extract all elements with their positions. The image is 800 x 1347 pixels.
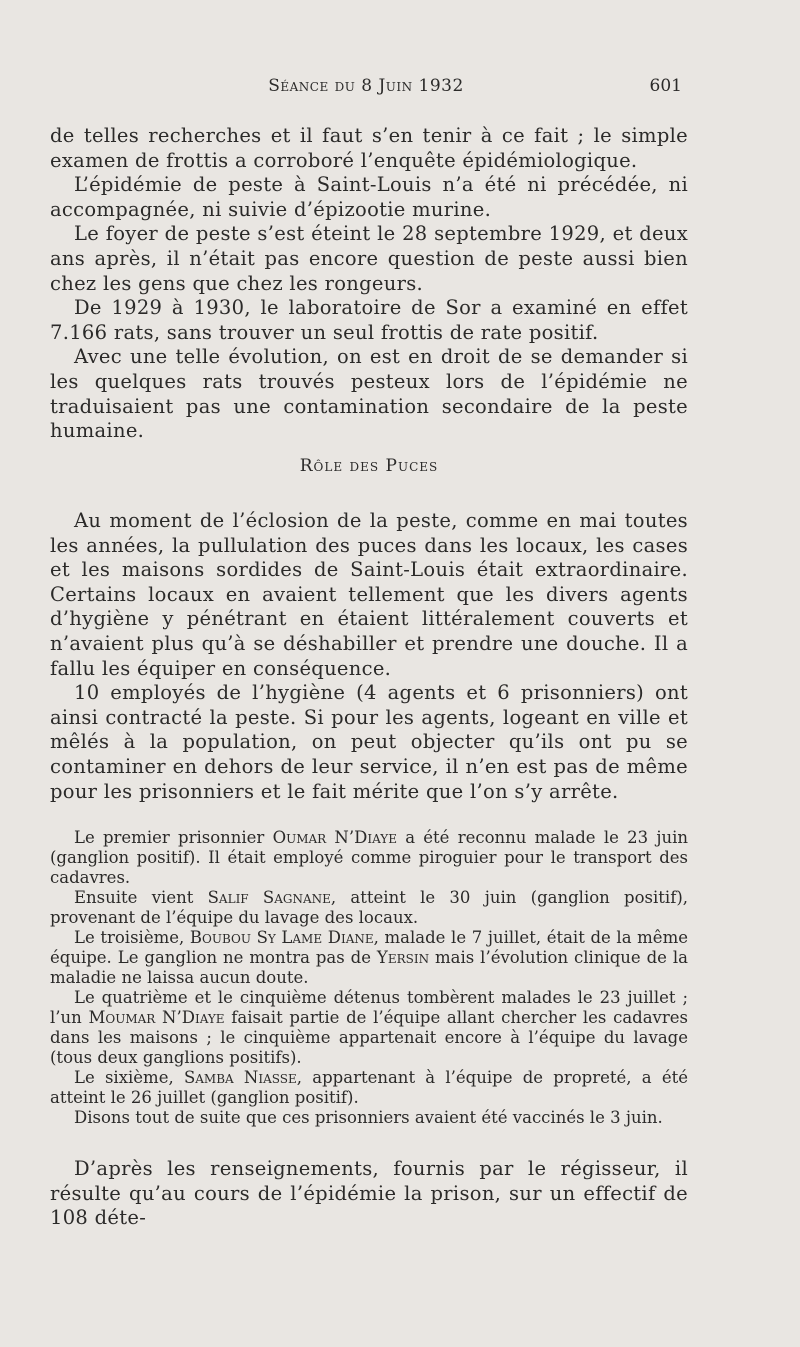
section-text-block xyxy=(50,509,688,804)
page-number: 601 xyxy=(649,76,682,96)
paragraph: Le foyer de peste s’est éteint le 28 septembre 1929, et deux ans après, il n’était pas encore question de peste aussi bien chez les gens que chez les rongeurs. xyxy=(50,222,688,295)
text: mais l’évolution clinique de la maladie ne laissa aucun doute. xyxy=(50,948,688,987)
section-title: Rôle des Puces xyxy=(299,456,439,476)
text: , atteint le 30 juin (ganglion positif), provenant de l’équipe du lavage des locaux. xyxy=(50,888,688,927)
case-note xyxy=(50,1108,688,1128)
text: a été reconnu malade le 23 juin (ganglion positif). Il était employé comme piroguier pour le transport des cadavres. xyxy=(50,828,688,887)
bottom-text-block xyxy=(50,1157,688,1231)
case-notes-block xyxy=(50,828,688,1128)
paragraph: Avec une telle évolution, on est en droit de se demander si les quelques rats trouvés pesteux lors de l’épidémie ne traduisaient pas une contamination secondaire de la peste humaine. xyxy=(50,345,688,443)
person-name: Samba Niasse xyxy=(183,1068,297,1087)
person-name: Oumar N’Diaye xyxy=(272,828,397,847)
case-note xyxy=(50,888,688,928)
person-name: Salif Sagnane xyxy=(207,888,331,907)
running-header xyxy=(50,76,682,100)
text: faisait partie de l’équipe allant chercher les cadavres dans les maisons ; le cinquième appartenait encore à l’équipe du lavage (tous deux ganglions positifs). xyxy=(50,1008,688,1067)
text: Le premier prisonnier xyxy=(74,828,273,847)
text: Ensuite vient xyxy=(74,888,208,907)
text: Le sixième, xyxy=(74,1068,184,1087)
paragraph: De 1929 à 1930, le laboratoire de Sor a examiné en effet 7.166 rats, sans trouver un seul frottis de rate positif. xyxy=(50,296,688,344)
text: Disons tout de suite que ces prisonniers avaient été vaccinés le 3 juin. xyxy=(74,1108,663,1127)
text: , appartenant à l’équipe de propreté, a été atteint le 26 juillet (ganglion positif). xyxy=(50,1068,688,1107)
case-note xyxy=(50,988,688,1068)
paragraph: 10 employés de l’hygiène (4 agents et 6 prisonniers) ont ainsi contracté la peste. Si pour les agents, logeant en ville et mêlés à la population, on peut objecter qu’ils ont pu se contaminer en dehors de leur service, il n’en est pas de même pour les prisonniers et le fait mérite que l’on s’y arrête. xyxy=(50,681,688,803)
person-name: Moumar N’Diaye xyxy=(88,1008,225,1027)
case-note xyxy=(50,1068,688,1108)
top-text-block xyxy=(50,124,688,444)
paragraph: D’après les renseignements, fournis par le régisseur, il résulte qu’au cours de l’épidémie la prison, sur un effectif de 108 déte- xyxy=(50,1157,688,1230)
person-name: Yersin xyxy=(376,948,430,967)
text: Le quatrième et le cinquième détenus tombèrent malades le 23 juillet ; l’un xyxy=(50,988,688,1027)
header-title: Séance du 8 Juin 1932 xyxy=(268,76,464,96)
person-name: Boubou Sy Lame Diane xyxy=(189,928,374,947)
paragraph: Au moment de l’éclosion de la peste, comme en mai toutes les années, la pullulation des puces dans les locaux, les cases et les maisons sordides de Saint-Louis était extraordinaire. Certains locaux en avaient tellement que les divers agents d’hygiène y pénétrant en étaient littéralement couverts et n’avaient plus qu’à se déshabiller et prendre une douche. Il a fallu les équiper en conséquence. xyxy=(50,509,688,680)
paragraph: L’épidémie de peste à Saint-Louis n’a été ni précédée, ni accompagnée, ni suivie d’épizootie murine. xyxy=(50,173,688,221)
text: , malade le 7 juillet, était de la même équipe. Le ganglion ne montra pas de xyxy=(50,928,688,967)
case-note xyxy=(50,928,688,988)
text: Le troisième, xyxy=(74,928,190,947)
case-note xyxy=(50,828,688,888)
paragraph: de telles recherches et il faut s’en tenir à ce fait ; le simple examen de frottis a corroboré l’enquête épidémiologique. xyxy=(50,124,688,172)
